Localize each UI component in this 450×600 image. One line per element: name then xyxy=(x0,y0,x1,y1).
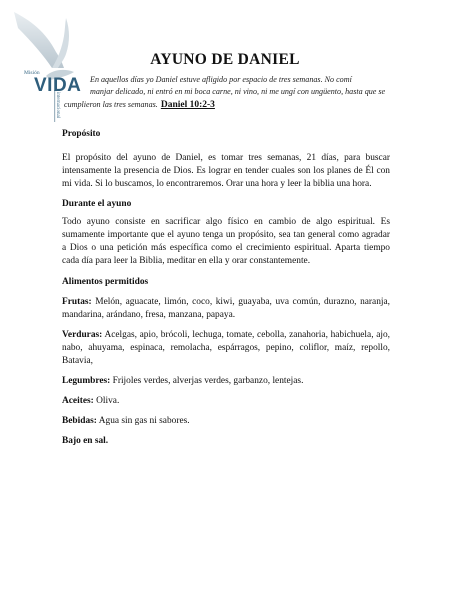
bajo-en-sal: Bajo en sal. xyxy=(62,436,109,446)
logo-vertical-text: internacional xyxy=(55,92,60,119)
paragraph-durante: Todo ayuno consiste en sacrificar algo físico en cambio de algo espiritual. Es sumamente importante que el ayuno tenga un propósito, sea tan general como agradar a Dios o una petición más específica como el crecimiento espiritual. Aparta tiempo cada día para leer la Biblia, meditar en ella y orar constantemente. xyxy=(62,217,390,266)
paragraph-proposito: El propósito del ayuno de Daniel, es tomar tres semanas, 21 días, para buscar intensamente la presencia de Dios. Es lograr en tender cuales son los planes de Él con mi vida. Si lo buscamos, lo encontraremos. Orar una hora y leer la biblia una hora. xyxy=(62,153,390,189)
page-title: AYUNO DE DANIEL xyxy=(150,51,300,68)
heading-proposito: Propósito xyxy=(62,129,101,139)
list-item-legumbres xyxy=(62,375,390,388)
document-body xyxy=(62,128,390,448)
list-item-aceites xyxy=(62,395,390,408)
frutas-label: Frutas: xyxy=(62,297,92,307)
epigraph xyxy=(64,74,410,111)
verduras-label: Verduras: xyxy=(62,330,103,340)
logo-small-text: Misión xyxy=(24,70,40,76)
heading-alimentos: Alimentos permitidos xyxy=(62,277,149,287)
scripture-reference: Daniel 10:2-3 xyxy=(160,99,215,110)
bebidas-text: Agua sin gas ni sabores. xyxy=(98,416,190,426)
verduras-text: Acelgas, apio, brócoli, lechuga, tomate, cebolla, zanahoria, habichuela, ajo, nabo, ahuyama, espinaca, remolacha, espárragos, pepino, coliflor, maíz, repollo, Batavia, xyxy=(62,330,391,366)
bebidas-label: Bebidas: xyxy=(62,416,97,426)
heading-durante: Durante el ayuno xyxy=(62,199,132,209)
list-item-verduras xyxy=(62,329,390,368)
frutas-text: Melón, aguacate, limón, coco, kiwi, guayaba, uva común, durazno, naranja, mandarina, arándano, fresa, manzana, papaya. xyxy=(62,297,391,320)
epigraph-line-3: cumplieron las tres semanas. xyxy=(64,99,158,109)
logo-name: VIDA xyxy=(34,75,82,96)
aceites-text: Oliva. xyxy=(96,396,120,406)
legumbres-label: Legumbres: xyxy=(62,376,111,386)
legumbres-text: Frijoles verdes, alverjas verdes, garbanzo, lentejas. xyxy=(112,376,304,386)
list-item-bebidas xyxy=(62,415,390,428)
list-item-frutas xyxy=(62,296,390,322)
aceites-label: Aceites: xyxy=(62,396,94,406)
epigraph-line-1: En aquellos días yo Daniel estuve afligido por espacio de tres semanas. No comí xyxy=(90,75,352,84)
epigraph-line-2: manjar delicado, ni entró en mi boca carne, ni vino, ni me ungí con ungüento, hasta que se xyxy=(90,87,386,97)
